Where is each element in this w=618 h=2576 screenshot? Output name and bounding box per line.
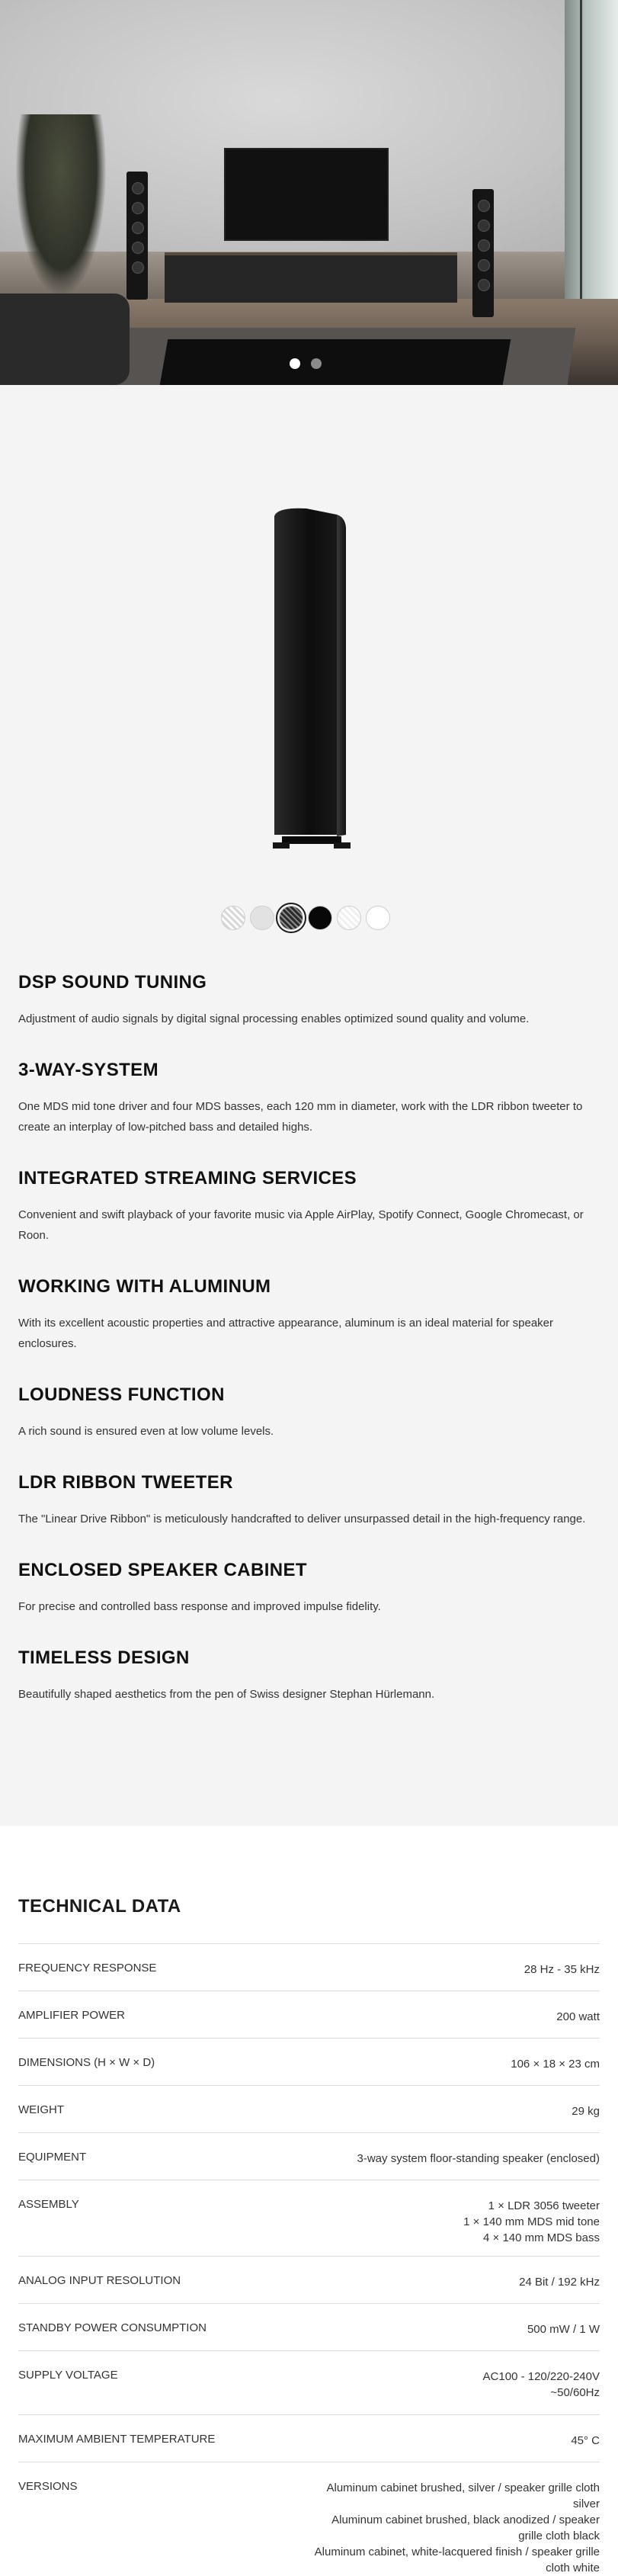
- swatch-white-brushed[interactable]: [337, 906, 361, 930]
- tech-value: [527, 2321, 600, 2350]
- tech-value-line: 500 mW / 1 W: [527, 2323, 600, 2336]
- feature-list: [18, 972, 597, 1735]
- swatch-silver-brushed[interactable]: [221, 906, 245, 930]
- tech-value-line: Aluminum cabinet, white-lacquered finish / speaker grille cloth white: [314, 2546, 600, 2574]
- technical-data-section: [0, 1826, 618, 2574]
- carousel-dots: [290, 358, 322, 369]
- tech-value-line: AC100 - 120/220-240V: [482, 2370, 600, 2383]
- swatch-black[interactable]: [308, 906, 332, 930]
- tech-row: [18, 2303, 600, 2350]
- tech-label: WEIGHT: [18, 2103, 64, 2116]
- feature-block: [18, 1384, 597, 1442]
- feature-text: With its excellent acoustic properties and attractive appearance, aluminum is an ideal material for speaker enclosures.: [18, 1317, 554, 1350]
- feature-title: TIMELESS DESIGN: [18, 1647, 190, 1668]
- tech-label: DIMENSIONS (H × W × D): [18, 2056, 155, 2069]
- swatch-light-grey[interactable]: [250, 906, 274, 930]
- swatch-black-brushed[interactable]: [279, 906, 303, 930]
- feature-block: [18, 1060, 597, 1137]
- tech-value-line: 29 kg: [572, 2105, 600, 2118]
- tech-row: [18, 1943, 600, 1991]
- tech-row: [18, 2085, 600, 2132]
- feature-block: [18, 972, 597, 1029]
- hero-window: [565, 0, 618, 320]
- hero-plant: [15, 114, 107, 297]
- tech-label: SUPPLY VOLTAGE: [18, 2369, 118, 2382]
- feature-block: [18, 1168, 597, 1246]
- tech-row: [18, 2462, 600, 2574]
- color-swatches: [221, 906, 390, 930]
- feature-block: [18, 1647, 597, 1705]
- tech-label: AMPLIFIER POWER: [18, 2009, 126, 2022]
- hero-tv: [224, 148, 389, 241]
- product-speaker-image: [261, 507, 360, 858]
- hero-sofa: [0, 294, 130, 385]
- tech-label: FREQUENCY RESPONSE: [18, 1962, 157, 1975]
- tech-value-line: 1 × LDR 3056 tweeter: [488, 2199, 600, 2212]
- hero-console: [165, 255, 457, 303]
- technical-data-table: [18, 1943, 600, 2574]
- feature-title: WORKING WITH ALUMINUM: [18, 1276, 271, 1297]
- feature-title: 3-WAY-SYSTEM: [18, 1060, 159, 1080]
- tech-label: ASSEMBLY: [18, 2198, 79, 2211]
- tech-value-line: 3-way system floor-standing speaker (enclosed): [357, 2152, 600, 2165]
- technical-data-title: TECHNICAL DATA: [18, 1896, 181, 1917]
- tech-value-line: Aluminum cabinet brushed, silver / speaker grille cloth silver: [326, 2481, 600, 2510]
- tech-value: [556, 2009, 600, 2038]
- tech-value: [571, 2433, 600, 2462]
- tech-value: [357, 2151, 600, 2180]
- hero-speaker-left: [126, 172, 148, 300]
- tech-value-line: 28 Hz - 35 kHz: [524, 1963, 600, 1976]
- feature-text: The "Linear Drive Ribbon" is meticulously handcrafted to deliver unsurpassed detail in the high-frequency range.: [18, 1513, 586, 1525]
- feature-block: [18, 1276, 597, 1354]
- feature-text: Convenient and swift playback of your favorite music via Apple AirPlay, Spotify Connect, Google Chromecast, or Roon.: [18, 1208, 584, 1242]
- tech-label: EQUIPMENT: [18, 2151, 87, 2164]
- feature-title: INTEGRATED STREAMING SERVICES: [18, 1168, 357, 1189]
- tech-value: [572, 2103, 600, 2132]
- tech-value-line: Aluminum cabinet brushed, black anodized / speaker grille cloth black: [331, 2513, 600, 2542]
- tech-value-line: 45° C: [571, 2434, 600, 2447]
- tech-label: MAXIMUM AMBIENT TEMPERATURE: [18, 2433, 216, 2446]
- swatch-white[interactable]: [366, 906, 390, 930]
- feature-text: For precise and controlled bass response and improved impulse fidelity.: [18, 1600, 381, 1613]
- tech-row: [18, 1991, 600, 2038]
- tech-label: STANDBY POWER CONSUMPTION: [18, 2321, 207, 2334]
- tech-value: [483, 2369, 600, 2414]
- tech-row: [18, 2256, 600, 2303]
- tech-row: [18, 2414, 600, 2462]
- feature-title: LOUDNESS FUNCTION: [18, 1384, 225, 1405]
- tech-value: [511, 2056, 600, 2085]
- tech-row: [18, 2180, 600, 2256]
- tech-label: ANALOG INPUT RESOLUTION: [18, 2274, 181, 2287]
- hero-speaker-right: [472, 189, 494, 317]
- feature-title: DSP SOUND TUNING: [18, 972, 207, 993]
- tech-row: [18, 2350, 600, 2414]
- feature-text: One MDS mid tone driver and four MDS basses, each 120 mm in diameter, work with the LDR ribbon tweeter to create an interplay of low-pitched bass and detailed highs.: [18, 1100, 583, 1134]
- tech-value: [308, 2480, 600, 2574]
- tech-value: [463, 2198, 600, 2256]
- hero-coffee-table: [160, 339, 511, 385]
- tech-row: [18, 2132, 600, 2180]
- feature-title: ENCLOSED SPEAKER CABINET: [18, 1560, 307, 1580]
- tech-value-line: 1 × 140 mm MDS mid tone: [463, 2215, 600, 2228]
- tech-value-line: ~50/60Hz: [550, 2386, 600, 2399]
- carousel-dot[interactable]: [311, 358, 322, 369]
- feature-text: Beautifully shaped aesthetics from the pen of Swiss designer Stephan Hürlemann.: [18, 1688, 435, 1701]
- tech-value-line: 200 watt: [556, 2010, 600, 2023]
- tech-value: [519, 2274, 600, 2303]
- tech-label: VERSIONS: [18, 2480, 78, 2493]
- carousel-dot[interactable]: [290, 358, 300, 369]
- feature-title: LDR RIBBON TWEETER: [18, 1472, 233, 1493]
- tech-value-line: 24 Bit / 192 kHz: [519, 2276, 600, 2289]
- tech-value: [524, 1962, 600, 1991]
- feature-block: [18, 1472, 597, 1529]
- tech-value-line: 4 × 140 mm MDS bass: [483, 2231, 600, 2244]
- feature-text: A rich sound is ensured even at low volume levels.: [18, 1425, 274, 1438]
- feature-text: Adjustment of audio signals by digital signal processing enables optimized sound quality and volume.: [18, 1012, 530, 1025]
- tech-value-line: 106 × 18 × 23 cm: [511, 2058, 600, 2071]
- feature-block: [18, 1560, 597, 1617]
- tech-row: [18, 2038, 600, 2085]
- product-section: [0, 385, 618, 1826]
- hero-image: [0, 0, 618, 385]
